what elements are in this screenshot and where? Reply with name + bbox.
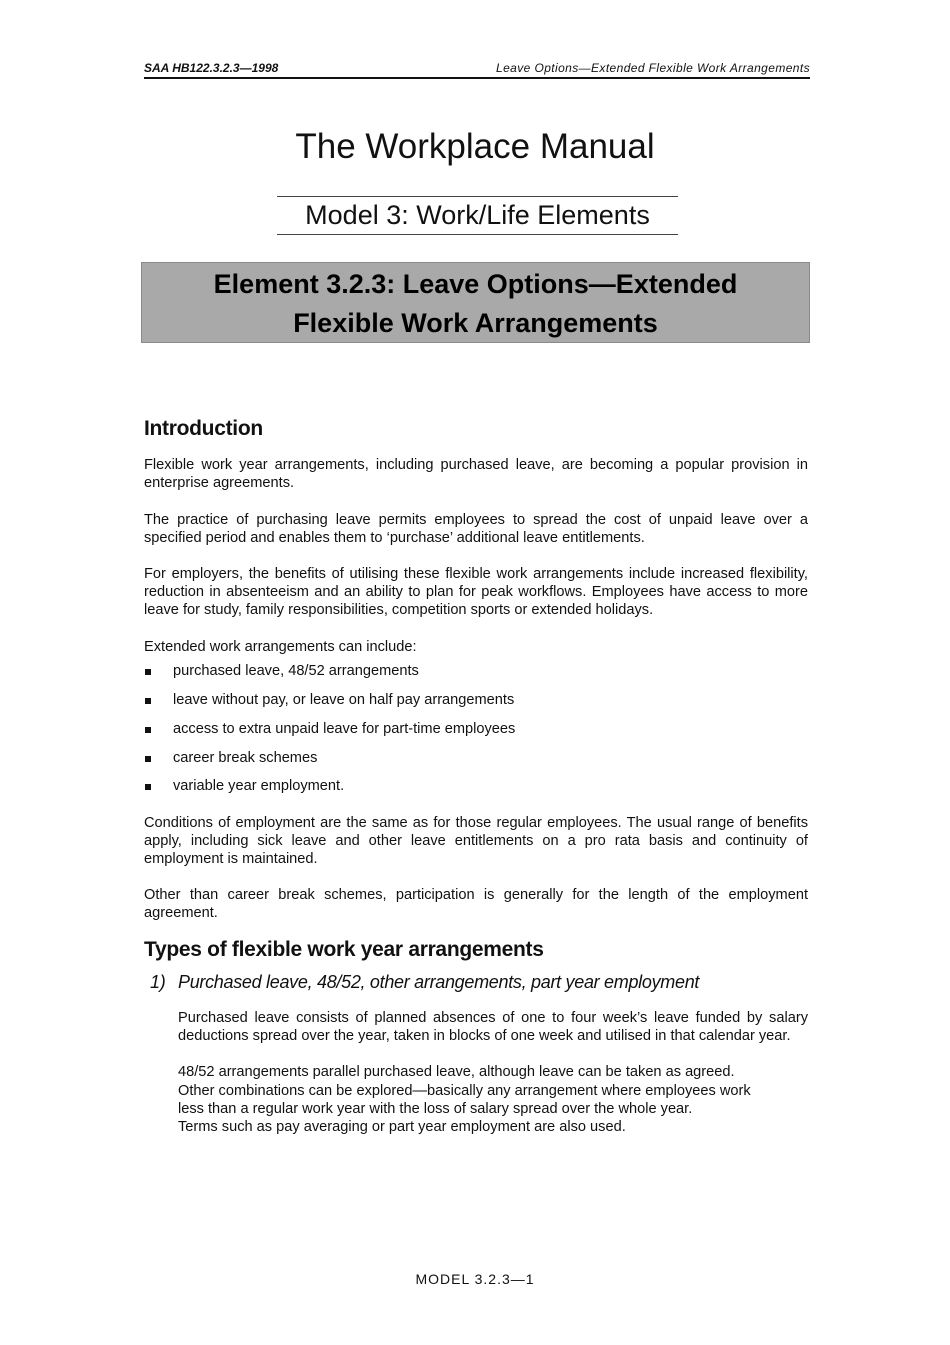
intro-paragraph-5: Other than career break schemes, participation is generally for the length of the employment agreement.	[144, 887, 808, 922]
types-heading: Types of flexible work year arrangements	[144, 937, 544, 961]
list-item-text: leave without pay, or leave on half pay arrangements	[173, 691, 515, 708]
subsection-heading-1	[150, 973, 808, 991]
arrangements-list	[144, 662, 808, 796]
list-item	[144, 749, 808, 767]
intro-paragraph-4: Conditions of employment are the same as for those regular employees. The usual range of benefits apply, including sick leave and other leave entitlements on a pro rata basis and continuity of employment is maintained.	[144, 814, 808, 867]
list-item-text: access to extra unpaid leave for part-time employees	[173, 720, 516, 737]
intro-paragraph-1: Flexible work year arrangements, including purchased leave, are becoming a popular provision in enterprise agreements.	[144, 457, 808, 492]
list-item	[144, 662, 808, 680]
purchased-leave-paragraph: Purchased leave consists of planned absences of one to four week’s leave funded by salary deductions spread over the year, taken in blocks of one week and utilised in that calendar year.	[178, 1010, 808, 1045]
bullet-square-icon	[145, 698, 151, 704]
element-title-line-1: Element 3.2.3: Leave Options—Extended	[213, 269, 738, 299]
running-header	[144, 61, 810, 79]
running-title: Leave Options—Extended Flexible Work Arrangements	[496, 61, 810, 75]
subsection-title: Purchased leave, 48/52, other arrangements, part year employment	[178, 971, 700, 992]
intro-paragraph-3: For employers, the benefits of utilising these flexible work arrangements include increased flexibility, reduction in absenteeism and an ability to plan for peak workflows. Employees have access to more leave for study, family responsibilities, competition sports or extended holidays.	[144, 566, 808, 619]
subsection-number: 1)	[150, 971, 166, 992]
subsection-body	[178, 1009, 808, 1136]
paragraph-line: 48/52 arrangements parallel purchased leave, although leave can be taken as agreed.	[178, 1064, 735, 1081]
list-item	[144, 691, 808, 709]
paragraph-line: less than a regular work year with the loss of salary spread over the whole year.	[178, 1100, 693, 1117]
page-footer: MODEL 3.2.3—1	[415, 1271, 535, 1287]
list-item-text: purchased leave, 48/52 arrangements	[173, 662, 419, 679]
bullet-square-icon	[145, 669, 151, 675]
paragraph-line: Other combinations can be explored—basically any arrangement where employees work	[178, 1082, 751, 1099]
document-id: SAA HB122.3.2.3—1998	[144, 61, 279, 75]
element-title-line-2: Flexible Work Arrangements	[293, 308, 658, 338]
list-item-text: career break schemes	[173, 749, 318, 766]
list-item	[144, 777, 808, 795]
arrangements-paragraph	[178, 1063, 808, 1136]
paragraph-line: Terms such as pay averaging or part year employment are also used.	[178, 1119, 626, 1136]
list-item	[144, 720, 808, 738]
list-lead: Extended work arrangements can include:	[144, 638, 417, 655]
bullet-square-icon	[145, 727, 151, 733]
element-title-banner	[141, 262, 810, 343]
main-content	[144, 417, 808, 1136]
model-title: Model 3: Work/Life Elements	[277, 196, 678, 235]
intro-paragraph-2: The practice of purchasing leave permits employees to spread the cost of unpaid leave over a specified period and enables them to ‘purchase’ additional leave entitlements.	[144, 511, 808, 546]
bullet-square-icon	[145, 756, 151, 762]
manual-title: The Workplace Manual	[295, 127, 655, 166]
introduction-heading: Introduction	[144, 417, 263, 440]
bullet-square-icon	[145, 784, 151, 790]
list-item-text: variable year employment.	[173, 778, 345, 795]
